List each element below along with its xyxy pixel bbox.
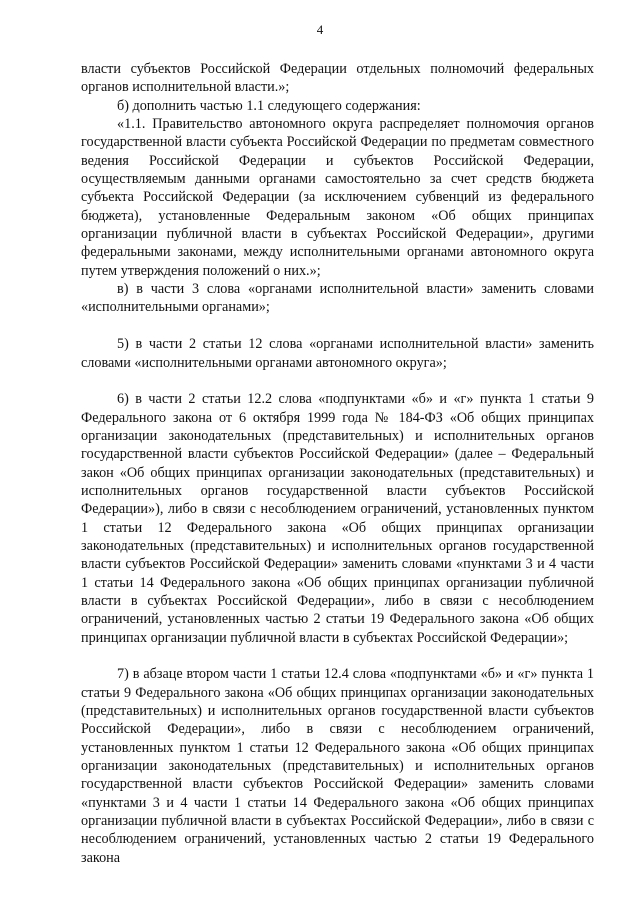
page-number: 4 <box>316 22 324 37</box>
paragraph-quote-1-1: «1.1. Правительство автономного округа распределяет полномочия органов государственной власти субъекта Российской Федерации по предметам совместного ведения Российской Федерации и субъектов Российской Федерации, осуществляемым данными органами самостоятельно за счет средств бюджета субъекта Российской Федерации (за исключением субвенций из федерального бюджета), установленные Федеральным законом «Об общих принципах организации публичной власти в субъектах Российской Федерации», другими федеральными законами, между исполнительными органами автономного округа путем утверждения положений о них.»; <box>81 116 594 279</box>
paragraph-item-6: 6) в части 2 статьи 12.2 слова «подпунктами «б» и «г» пункта 1 статьи 9 Федерального закона от 6 октября 1999 года № 184-ФЗ «Об общих принципах организации законодательных (представительных) и исполнительных органов государственной власти субъектов Российской Федерации» (далее – Федеральный закон «Об общих принципах организации законодательных (представительных) и исполнительных органов государственной власти субъектов Российской Федерации»), либо в связи с несоблюдением ограничений, установленных пунктом 1 статьи 12 Федерального закона «Об общих принципах организации законодательных (представительных) и исполнительных органов государственной власти субъектов Российской Федерации» заменить словами «пунктами 3 и 4 части 1 статьи 14 Федерального закона «Об общих принципах организации публичной власти в субъектах Российской Федерации», либо в связи с несоблюдением ограничений, установленных частью 2 статьи 19 Федерального закона «Об общих принципах организации публичной власти в субъектах Российской Федерации»; <box>81 391 594 646</box>
paragraph-item-7: 7) в абзаце втором части 1 статьи 12.4 слова «подпунктами «б» и «г» пункта 1 статьи 9 Федерального закона «Об общих принципах организации законодательных (представительных) и исполнительных органов государственной власти субъектов Российской Федерации», либо в связи с несоблюдением ограничений, установленных пунктом 1 статьи 12 Федерального закона «Об общих принципах организации законодательных (представительных) и исполнительных органов государственной власти субъектов Российской Федерации» заменить словами «пунктами 3 и 4 части 1 статьи 14 Федерального закона «Об общих принципах организации публичной власти в субъектах Российской Федерации», либо в связи с несоблюдением ограничений, установленных частью 2 статьи 19 Федерального закона <box>81 666 594 866</box>
paragraph-item-5: 5) в части 2 статьи 12 слова «органами исполнительной власти» заменить словами «исполнительными органами автономного округа»; <box>81 336 594 371</box>
paragraph-continuation: власти субъектов Российской Федерации отдельных полномочий федеральных органов исполнительной власти.»; <box>81 61 594 96</box>
paragraph-item-b: б) дополнить частью 1.1 следующего содержания: <box>117 97 421 114</box>
document-body <box>81 60 594 867</box>
paragraph-item-v: в) в части 3 слова «органами исполнительной власти» заменить словами «исполнительными органами»; <box>81 281 594 316</box>
